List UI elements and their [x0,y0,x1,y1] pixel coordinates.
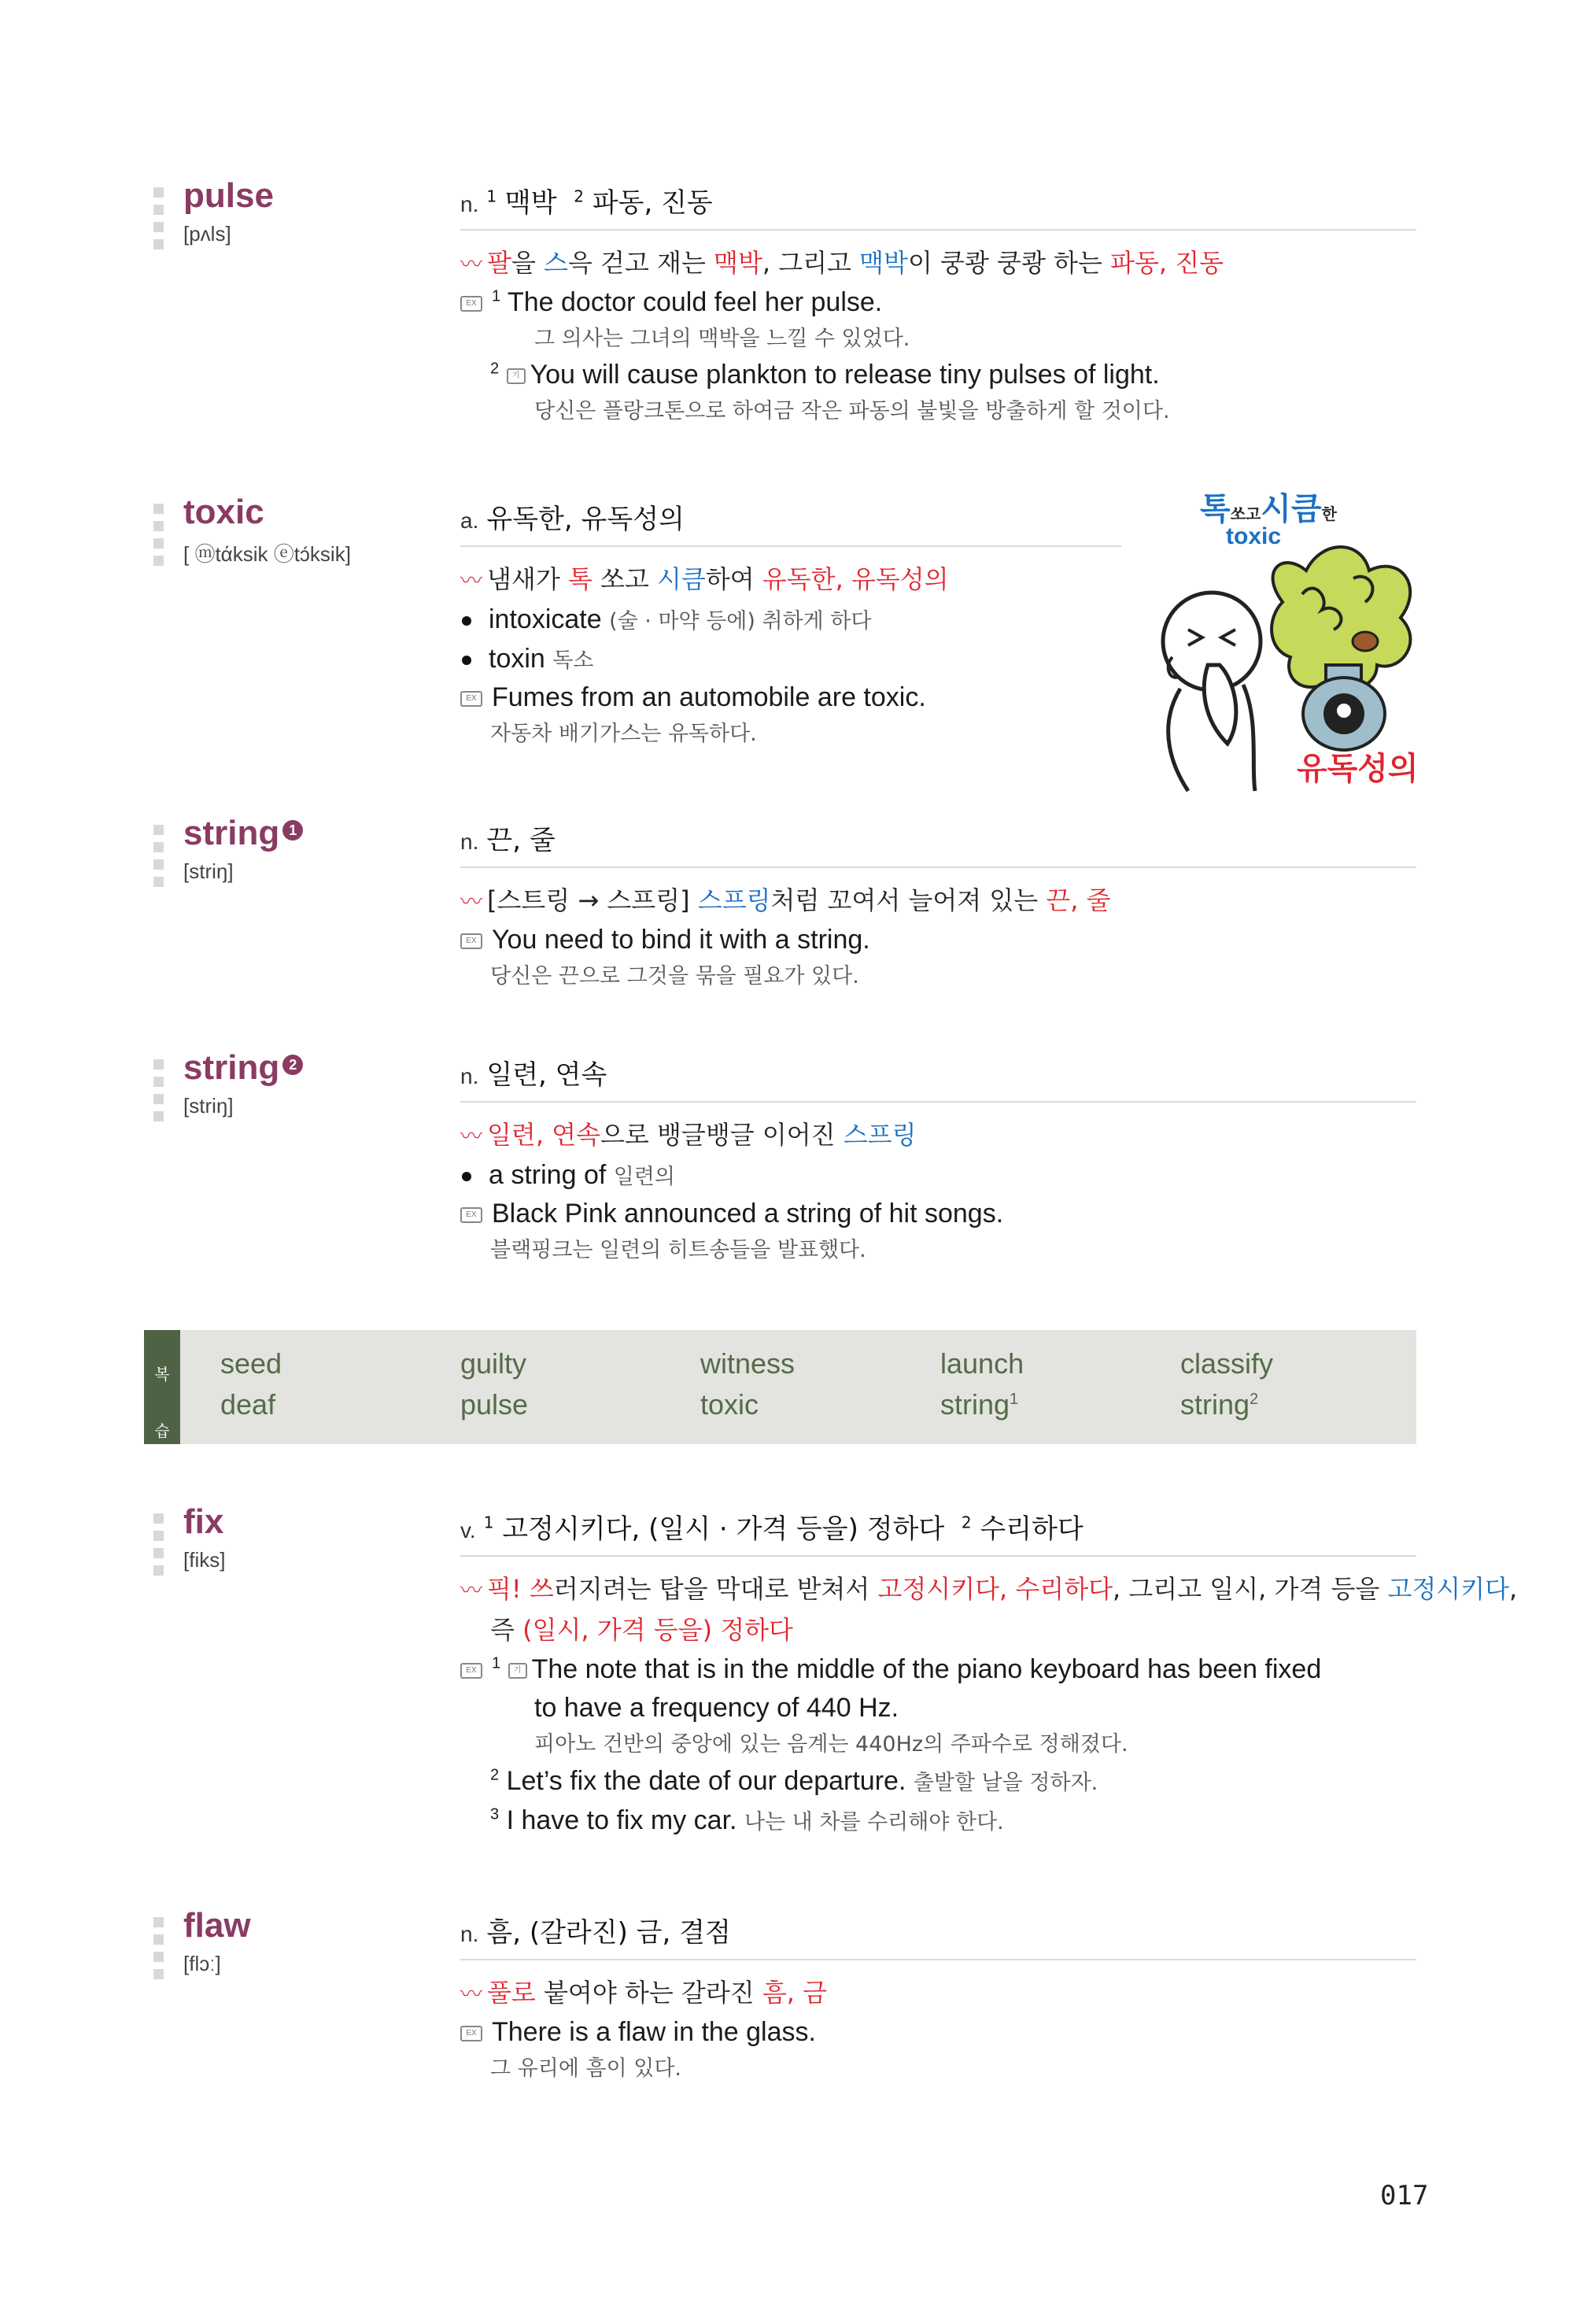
mnemonic-icon: 〰 [460,889,483,914]
related-word-2: toxin 독소 [460,643,1416,674]
definition-line: n. $^1$ 맥박 $^2$ 파동, 진동 [460,181,1416,231]
example-1-translation: 자동차 배기가스는 유독하다. [490,722,757,746]
definition-line: n. 끈, 줄 [460,818,1416,868]
mnemonic: 〰 일련, 연속으로 뱅글뱅글 이어진 스프링 [460,1120,917,1150]
example-2: $^2$ 기 You will cause plankton to release tiny pulses of light. [490,360,1160,390]
pronunciation: [striŋ] [183,1094,234,1118]
mnemonic-icon: 〰 [460,1577,483,1603]
mnemonic-continued: 즉 (일시, 가격 등을) 정하다 [490,1615,793,1645]
review-word: toxic [700,1388,759,1421]
homograph-number-badge: 2 [282,1055,303,1075]
mnemonic: 〰 픽! 쓰러지려는 탑을 막대로 받쳐서 고정시키다, 수리하다, 그리고 일시, 가격 등을 고정시키다, [460,1574,1518,1604]
example-1-continued: to have a frequency of 440 Hz. [534,1693,899,1723]
marker-dots [153,825,164,894]
marker-dots [153,1917,164,1986]
related-word-1: a string of 일련의 [460,1159,1416,1191]
review-word: string$^1$ [940,1388,1019,1421]
example-icon: EX [460,691,482,707]
related-word-1: intoxicate (술 · 마약 등에) 취하게 하다 [460,604,1416,635]
toxic-illustration: 톡쏘고시큼한 toxic 유독성의 [1125,484,1440,799]
example-3: $^3$ I have to fix my car. 나는 내 차를 수리해야 한다. [490,1805,1004,1835]
mnemonic: 〰 풀로 붙여야 하는 갈라진 흠, 금 [460,1978,827,2008]
mnemonic: 〰 [스트링 → 스프링] 스프링처럼 꼬여서 늘어져 있는 끈, 줄 [460,885,1111,915]
mnemonic: 〰 냄새가 톡 쏘고 시큼하여 유독한, 유독성의 [460,564,949,594]
review-word: witness [700,1347,796,1380]
example-2: $^2$ Let’s fix the date of our departure. 출발할 날을 정하자. [490,1766,1098,1796]
example-icon: EX [460,296,482,312]
mnemonic-icon: 〰 [460,251,483,277]
bullet-icon [462,656,471,665]
headword: toxic [183,493,264,531]
example-icon: EX [460,1207,482,1223]
mnemonic-icon: 〰 [460,1123,483,1149]
example-1: EX $^1$ 기 The note that is in the middle of the piano keyboard has been fixed [460,1654,1416,1685]
exam-icon: 기 [508,1663,527,1679]
headword: pulse [183,176,274,215]
example-1: EX You need to bind it with a string. [460,925,1416,955]
review-word: guilty [460,1347,527,1380]
example-1-translation: 블랙핑크는 일련의 히트송들을 발표했다. [490,1238,866,1262]
headword: flaw [183,1906,251,1945]
definition-line: v. $^1$ 고정시키다, (일시 · 가격 등을) 정하다 $^2$ 수리하다 [460,1507,1416,1557]
headword: string 1 [183,814,303,853]
mnemonic-icon: 〰 [460,567,483,593]
review-word: deaf [220,1388,276,1421]
example-icon: EX [460,933,482,949]
example-1-translation: 당신은 끈으로 그것을 묶을 필요가 있다. [490,964,859,988]
pronunciation: [striŋ] [183,859,234,883]
example-2-translation: 당신은 플랑크톤으로 하여금 작은 파동의 불빛을 방출하게 할 것이다. [534,399,1170,423]
mnemonic-icon: 〰 [460,1981,483,2007]
definition-line: n. 흠, (갈라진) 금, 결점 [460,1911,1416,1960]
review-tab: 복 습 [144,1330,180,1444]
exam-icon: 기 [507,368,526,384]
example-1: EX $^1$ The doctor could feel her pulse. [460,287,1416,318]
marker-dots [153,1059,164,1129]
review-word: string$^2$ [1180,1388,1259,1421]
example-1-translation: 그 유리에 흠이 있다. [490,2056,681,2081]
headword: string 2 [183,1048,303,1088]
example-1: EX Black Pink announced a string of hit songs. [460,1199,1416,1229]
review-word: pulse [460,1388,529,1421]
page-number: 017 [1380,2180,1429,2211]
pronunciation: [fiks] [183,1548,226,1572]
marker-dots [153,187,164,257]
review-box [144,1330,1416,1444]
example-icon: EX [460,1663,482,1679]
review-word: seed [220,1347,282,1380]
marker-dots [153,1513,164,1583]
definition-line: a. 유독한, 유독성의 [460,497,1121,547]
pronunciation: [pʌls] [183,222,231,246]
review-word: launch [940,1347,1024,1380]
pronunciation: [ ⓜtάksik ⓔtɔ́ksik] [183,542,351,566]
homograph-number-badge: 1 [282,820,303,841]
bullet-icon [462,1172,471,1181]
review-word: classify [1180,1347,1274,1380]
example-1-translation: 피아노 건반의 중앙에 있는 음계는 440Hz의 주파수로 정해졌다. [534,1732,1128,1757]
pronunciation: [flɔː] [183,1952,221,1975]
marker-dots [153,504,164,573]
example-1-translation: 그 의사는 그녀의 맥박을 느낄 수 있었다. [534,327,910,351]
example-1: EX There is a flaw in the glass. [460,2017,1416,2048]
mnemonic: 〰 팔을 스윽 걷고 재는 맥박, 그리고 맥박이 쿵쾅 쿵쾅 하는 파동, 진동 [460,248,1224,278]
example-1: EX Fumes from an automobile are toxic. [460,682,1416,713]
headword: fix [183,1502,224,1541]
definition-line: n. 일련, 연속 [460,1053,1416,1103]
example-icon: EX [460,2026,482,2041]
bullet-icon [462,616,471,626]
